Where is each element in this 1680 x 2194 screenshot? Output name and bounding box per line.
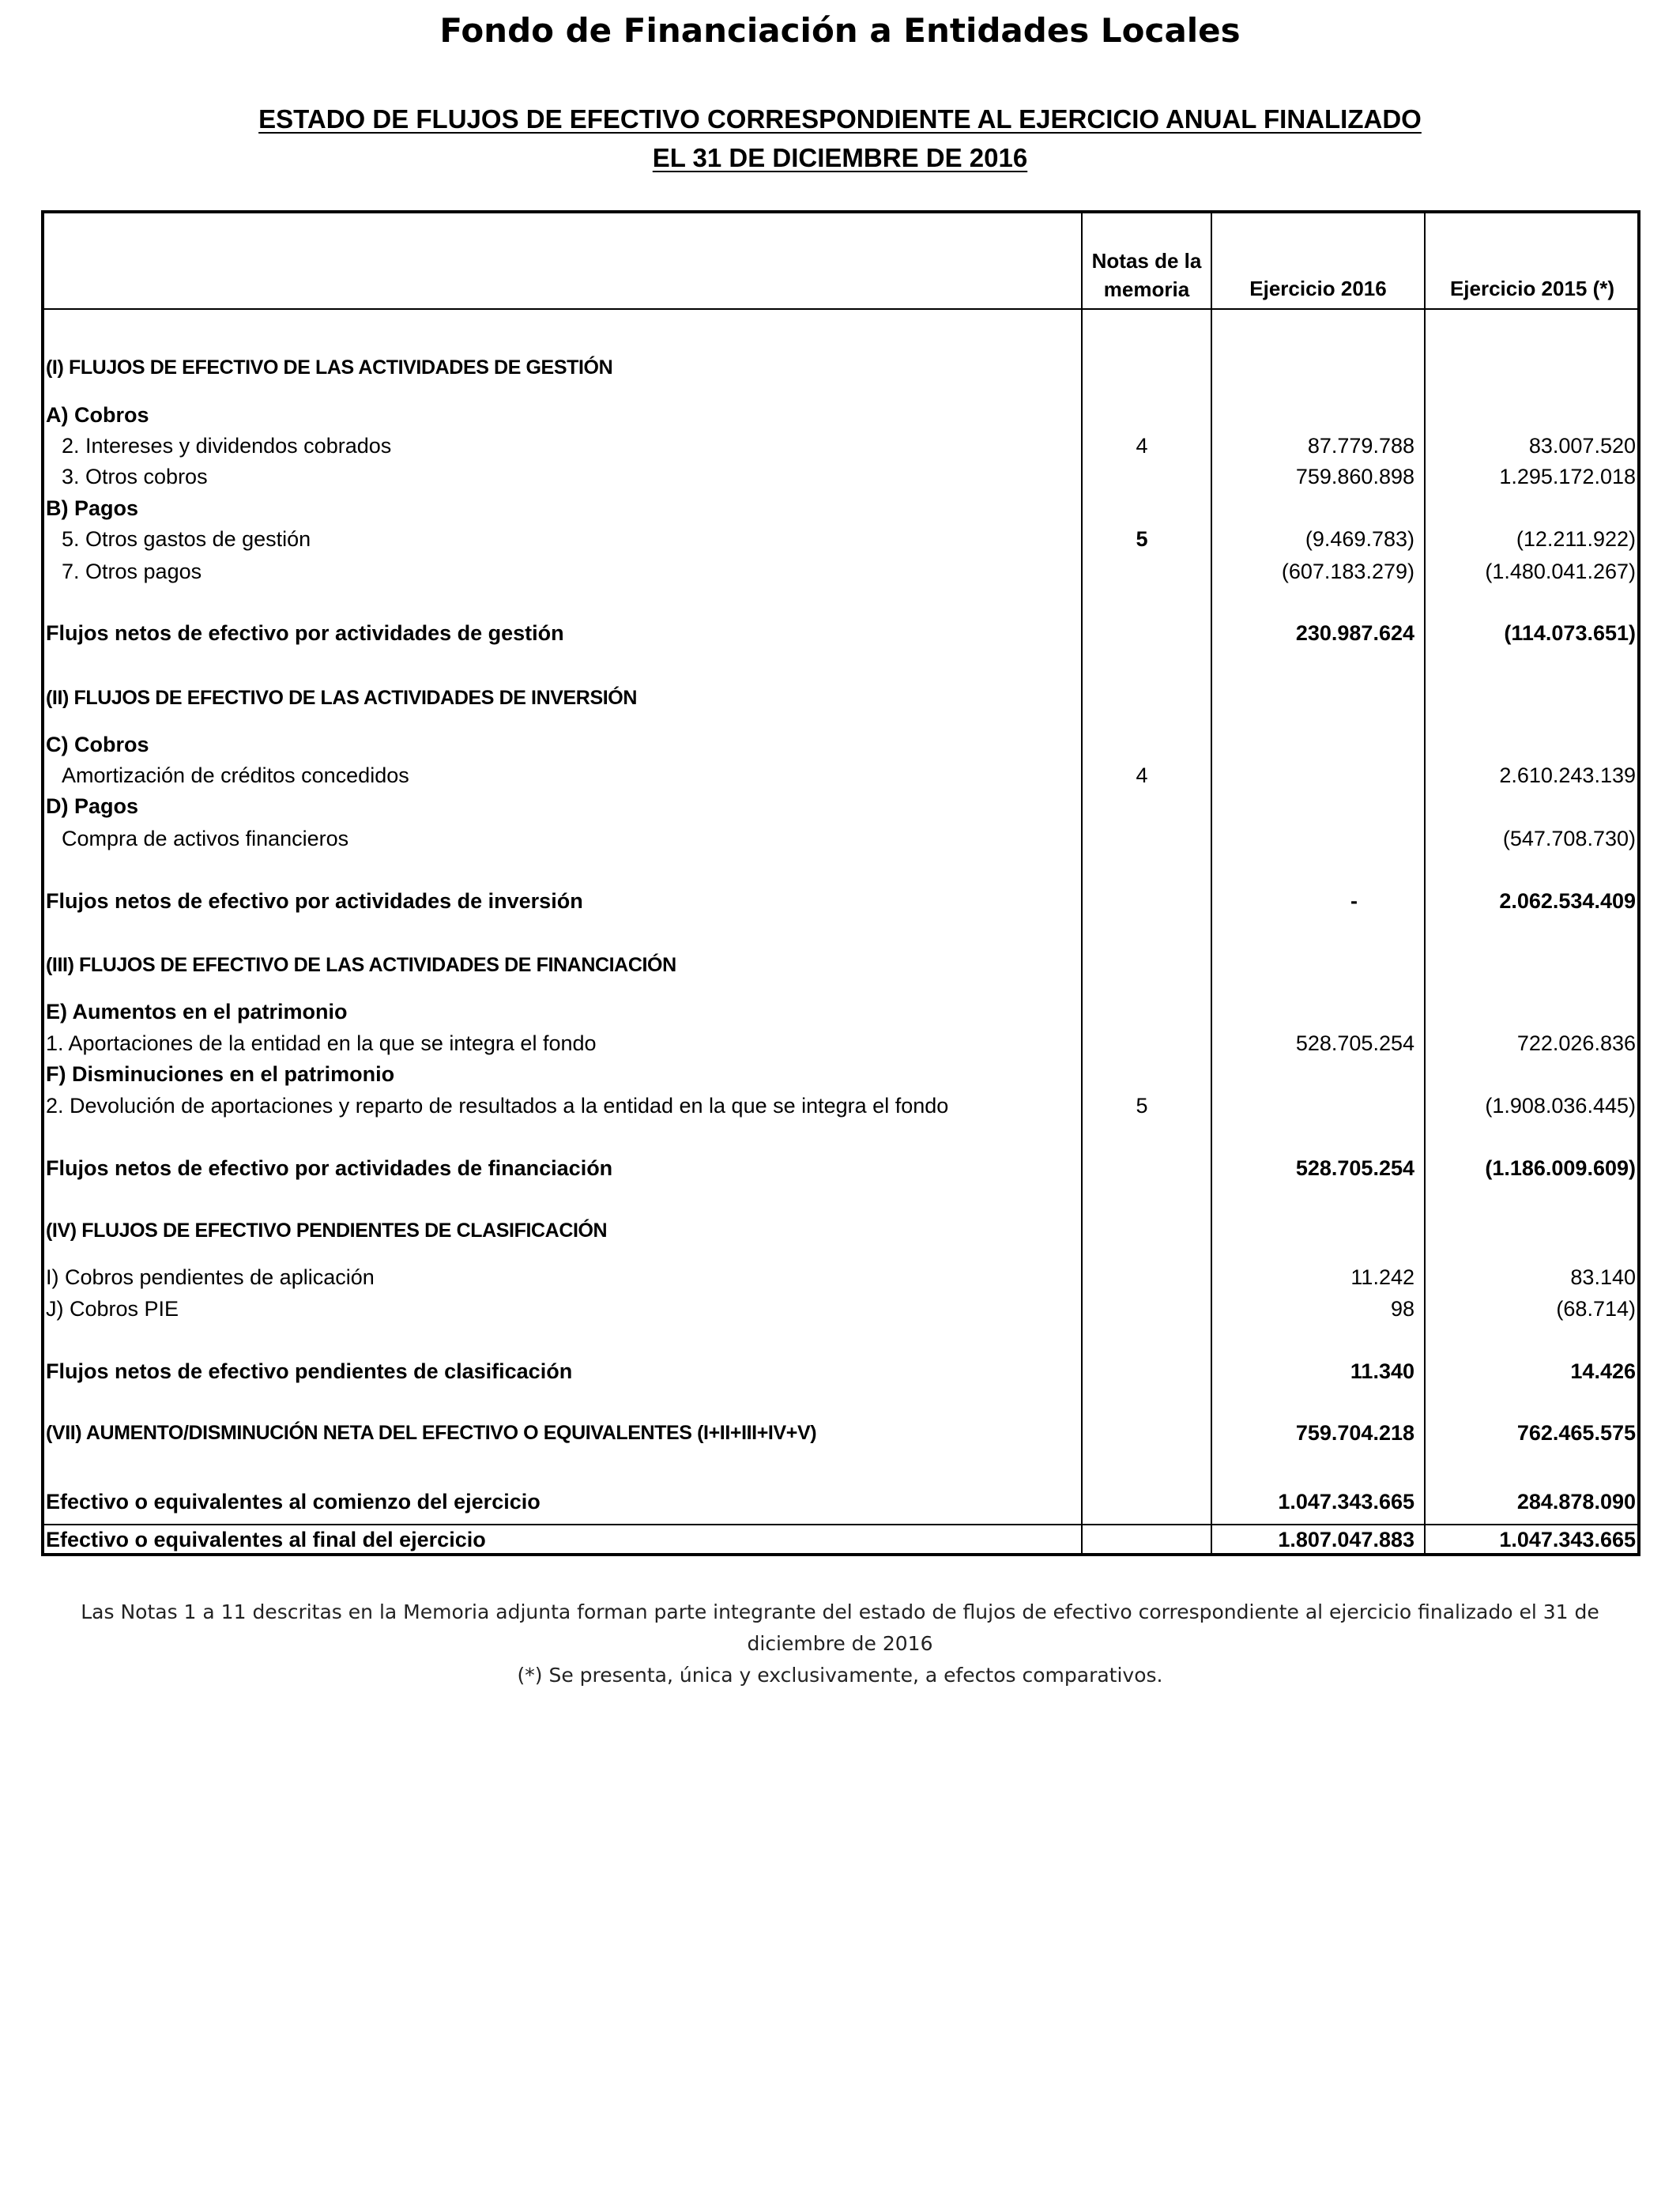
subtotal-value-2015: 2.062.534.409: [1499, 889, 1636, 913]
column-divider-2015: [1424, 210, 1426, 1556]
group-label-pagos-d: D) Pagos: [46, 794, 139, 818]
subtotal-value-2015: (1.186.009.609): [1485, 1156, 1636, 1180]
row-label: Compra de activos financieros: [62, 827, 349, 850]
row-value-2015: (1.908.036.445): [1485, 1094, 1636, 1118]
row-value-2016: (9.469.783): [1305, 527, 1414, 551]
subtotal-value-2016: -: [1350, 889, 1358, 913]
group-label-cobros-c: C) Cobros: [46, 733, 149, 756]
subtotal-label-financiacion: Flujos netos de efectivo por actividades de financiación: [46, 1156, 613, 1180]
column-divider-2016: [1211, 210, 1212, 1556]
closing-cash-2016: 1.807.047.883: [1278, 1528, 1414, 1551]
closing-cash-2015: 1.047.343.665: [1499, 1528, 1636, 1551]
row-label: 1. Aportaciones de la entidad en la que se integra el fondo: [46, 1031, 597, 1055]
row-value-2015: 1.295.172.018: [1499, 465, 1636, 488]
column-divider-notes: [1081, 210, 1083, 1556]
section-heading-inversion: (II) FLUJOS DE EFECTIVO DE LAS ACTIVIDADES DE INVERSIÓN: [46, 687, 637, 709]
row-value-2015: 83.007.520: [1528, 434, 1636, 458]
row-label: Amortización de créditos concedidos: [62, 763, 409, 787]
row-value-2015: 83.140: [1570, 1265, 1636, 1289]
row-label: I) Cobros pendientes de aplicación: [46, 1265, 375, 1289]
row-value-2015: 2.610.243.139: [1499, 763, 1636, 787]
row-note: 4: [1136, 763, 1148, 787]
group-label-cobros-a: A) Cobros: [46, 403, 149, 427]
opening-cash-2016: 1.047.343.665: [1278, 1490, 1414, 1514]
header-separator: [41, 308, 1640, 310]
statement-subtitle-line1: ESTADO DE FLUJOS DE EFECTIVO CORRESPONDIENTE AL EJERCICIO ANUAL FINALIZADO: [258, 104, 1422, 134]
net-change-value-2015: 762.465.575: [1516, 1421, 1636, 1445]
footer-notes-statement: Las Notas 1 a 11 descritas en la Memoria adjunta forman parte integrante del estado de flujos de efectivo correspondiente al ejercicio finalizado el 31 de diciembre de 2016: [81, 1600, 1599, 1655]
row-value-2016: (607.183.279): [1281, 560, 1414, 583]
final-row-separator: [41, 1524, 1640, 1525]
cash-flow-table: [41, 210, 1640, 1556]
subtotal-value-2016: 11.340: [1350, 1359, 1414, 1383]
row-value-2016: 98: [1390, 1297, 1414, 1321]
subtotal-value-2015: 14.426: [1570, 1359, 1636, 1383]
row-value-2016: 87.779.788: [1307, 434, 1414, 458]
net-change-label: (VII) AUMENTO/DISMINUCIÓN NETA DEL EFECTIVO O EQUIVALENTES (I+II+III+IV+V): [46, 1422, 817, 1444]
section-heading-gestion: (I) FLUJOS DE EFECTIVO DE LAS ACTIVIDADES DE GESTIÓN: [46, 356, 613, 379]
group-label-pagos-b: B) Pagos: [46, 496, 139, 520]
row-value-2015: (12.211.922): [1516, 527, 1636, 551]
row-note: 4: [1136, 434, 1148, 458]
header-notes-line1: Notas de la: [1091, 249, 1202, 273]
group-label-aumentos-e: E) Aumentos en el patrimonio: [46, 1000, 348, 1023]
row-value-2015: (68.714): [1556, 1297, 1636, 1321]
header-notes: [1083, 247, 1211, 303]
document-title: Fondo de Financiación a Entidades Locales: [439, 11, 1241, 50]
subtotal-value-2016: 528.705.254: [1295, 1156, 1414, 1180]
row-label: 2. Intereses y dividendos cobrados: [62, 434, 392, 458]
row-value-2016: 759.860.898: [1295, 465, 1414, 488]
net-change-value-2016: 759.704.218: [1295, 1421, 1414, 1445]
subtotal-value-2015: (114.073.651): [1504, 621, 1636, 645]
statement-subtitle-line2: EL 31 DE DICIEMBRE DE 2016: [652, 143, 1028, 172]
row-value-2016: 11.242: [1350, 1265, 1414, 1289]
row-value-2015: (1.480.041.267): [1485, 560, 1636, 583]
opening-cash-label: Efectivo o equivalentes al comienzo del ejercicio: [46, 1490, 541, 1514]
footer-comparative-note: (*) Se presenta, única y exclusivamente, a efectos comparativos.: [517, 1664, 1163, 1687]
row-label: J) Cobros PIE: [46, 1297, 179, 1321]
row-value-2015: (547.708.730): [1502, 827, 1636, 850]
opening-cash-2015: 284.878.090: [1516, 1490, 1636, 1514]
row-label: 7. Otros pagos: [62, 560, 202, 583]
row-value-2016: 528.705.254: [1295, 1031, 1414, 1055]
header-ejercicio-2016: Ejercicio 2016: [1249, 277, 1387, 300]
header-notes-line2: memoria: [1103, 277, 1190, 301]
section-heading-financiacion: (III) FLUJOS DE EFECTIVO DE LAS ACTIVIDADES DE FINANCIACIÓN: [46, 954, 676, 976]
closing-cash-label: Efectivo o equivalentes al final del ejercicio: [46, 1528, 486, 1551]
subtotal-value-2016: 230.987.624: [1295, 621, 1414, 645]
row-note: 5: [1136, 1094, 1148, 1118]
row-note: 5: [1136, 527, 1148, 551]
section-heading-pendientes: (IV) FLUJOS DE EFECTIVO PENDIENTES DE CLASIFICACIÓN: [46, 1220, 608, 1242]
row-label: 5. Otros gastos de gestión: [62, 527, 311, 551]
group-label-disminuciones-f: F) Disminuciones en el patrimonio: [46, 1062, 395, 1086]
header-ejercicio-2015: Ejercicio 2015 (*): [1449, 277, 1615, 300]
row-value-2015: 722.026.836: [1516, 1031, 1636, 1055]
subtotal-label-inversion: Flujos netos de efectivo por actividades de inversión: [46, 889, 583, 913]
row-label: 3. Otros cobros: [62, 465, 208, 488]
subtotal-label-pendientes: Flujos netos de efectivo pendientes de clasificación: [46, 1359, 573, 1383]
subtotal-label-gestion: Flujos netos de efectivo por actividades de gestión: [46, 621, 564, 645]
row-label: 2. Devolución de aportaciones y reparto de resultados a la entidad en la que se integra el fondo: [46, 1094, 949, 1118]
